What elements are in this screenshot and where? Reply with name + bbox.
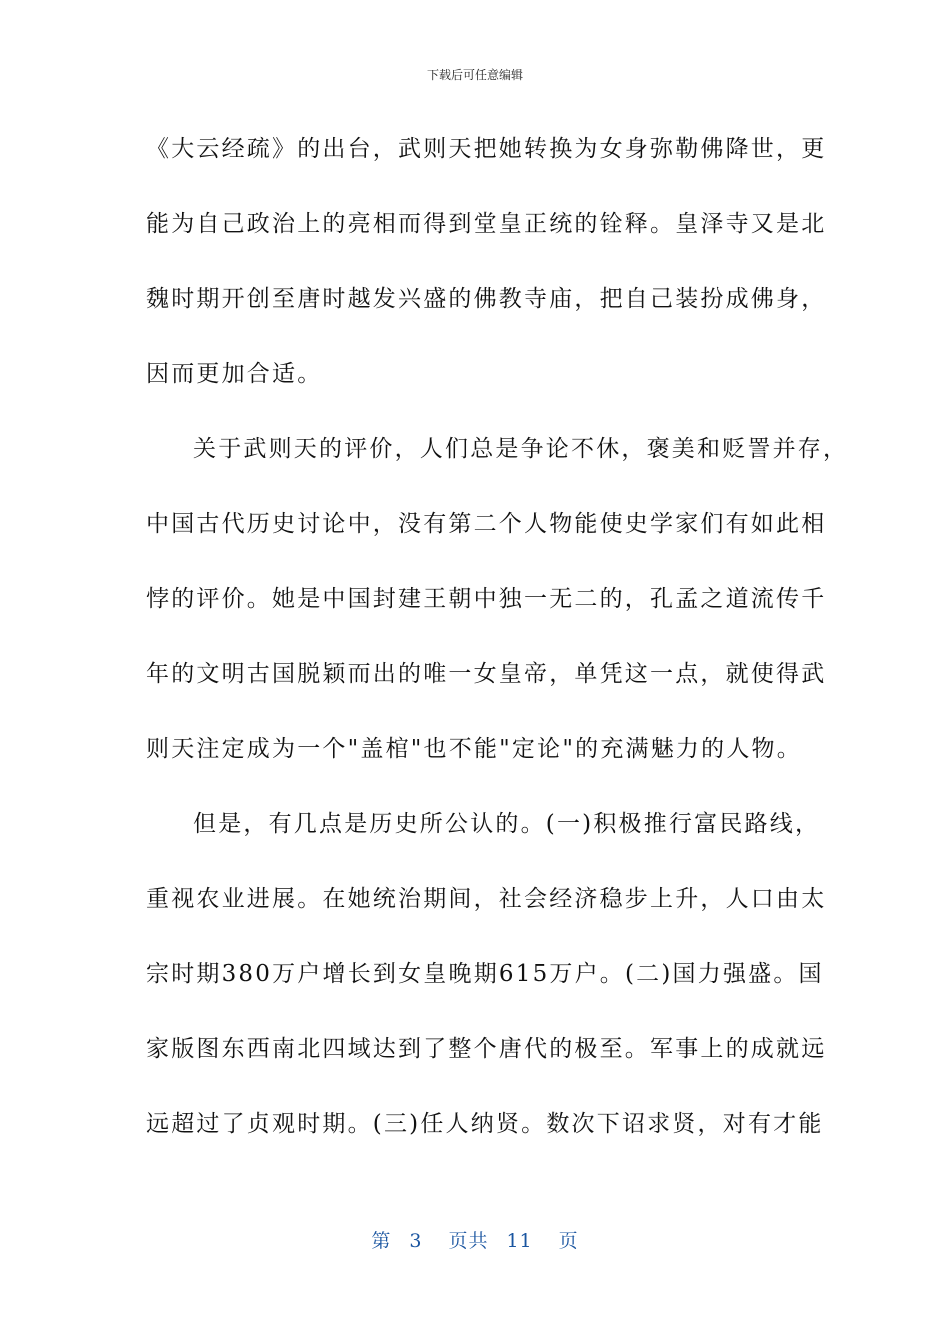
text-line: 宗时期380万户增长到女皇晚期615万户。(二)国力强盛。国 [146,961,824,987]
page-middle: 页共 [448,1230,489,1252]
text-line: 悖的评价。她是中国封建王朝中独一无二的，孔孟之道流传千 [146,586,827,612]
paragraph-start-line: 关于武则天的评价，人们总是争论不休，褒美和贬詈并存， [193,436,849,462]
page-suffix: 页 [558,1230,579,1252]
text-line: 年的文明古国脱颖而出的唯一女皇帝，单凭这一点，就使得武 [146,661,827,687]
text-line: 《大云经疏》的出台，武则天把她转换为女身弥勒佛降世，更 [146,136,827,162]
current-page-number: 3 [409,1230,423,1252]
text-line: 魏时期开创至唐时越发兴盛的佛教寺庙，把自己装扮成佛身， [146,286,827,312]
text-line: 家版图东西南北四域达到了整个唐代的极至。军事上的成就远 [146,1036,827,1062]
text-line: 重视农业进展。在她统治期间，社会经济稳步上升，人口由太 [146,886,827,912]
page-number-footer [0,1226,950,1253]
text-line: 能为自己政治上的亮相而得到堂皇正统的铨释。皇泽寺又是北 [146,211,827,237]
text-line: 则天注定成为一个"盖棺"也不能"定论"的充满魅力的人物。 [146,736,802,762]
text-line: 因而更加合适。 [146,361,323,387]
page-header-note: 下载后可任意编辑 [426,68,523,82]
page-prefix: 第 [371,1230,392,1252]
text-line: 远超过了贞观时期。(三)任人纳贤。数次下诏求贤，对有才能 [146,1111,824,1137]
total-pages-number: 11 [506,1230,533,1252]
text-line: 中国古代历史讨论中，没有第二个人物能使史学家们有如此相 [146,511,827,537]
paragraph-start-line: 但是，有几点是历史所公认的。(一)积极推行富民路线， [193,811,821,837]
